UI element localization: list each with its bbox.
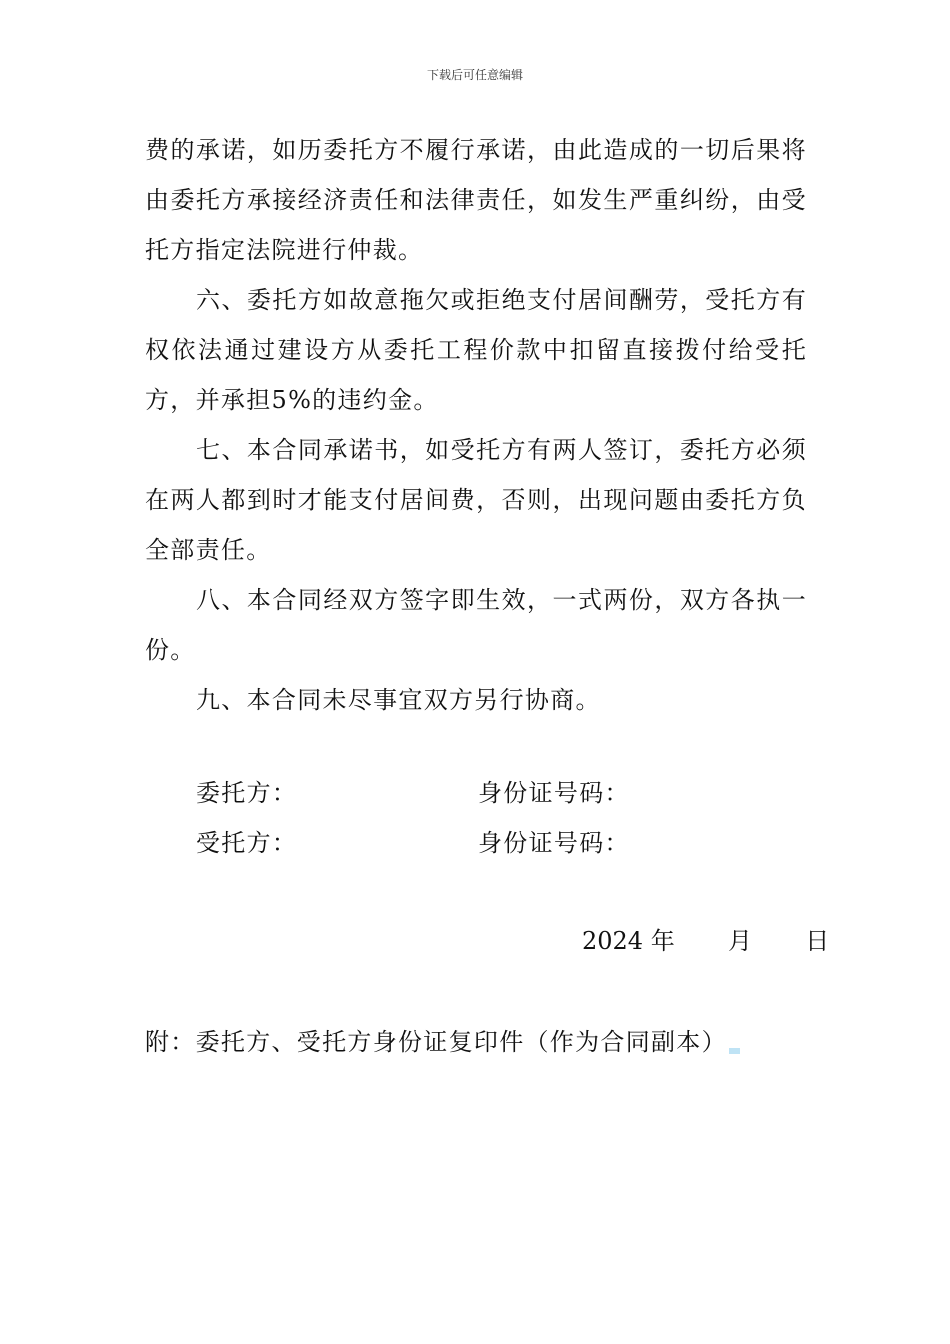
attachment-text: 附：委托方、受托方身份证复印件（作为合同副本）: [145, 1028, 727, 1056]
agent-label: 受托方：: [196, 829, 298, 857]
paragraph-clause-8: 八、本合同经双方签字即生效，一式两份，双方各执一份。: [145, 586, 807, 664]
date-year: 2024: [582, 927, 644, 955]
signature-row-client: [196, 768, 630, 818]
text-cursor-marker: [729, 1048, 740, 1054]
attachment-note: [145, 1017, 740, 1067]
paragraph-clause-9: 九、本合同未尽事宜双方另行协商。: [196, 686, 601, 714]
page-header-note: 下载后可任意编辑: [426, 68, 523, 82]
date-year-label: 年: [650, 927, 675, 955]
paragraph-clause-6: 六、委托方如故意拖欠或拒绝支付居间酬劳，受托方有权依法通过建设方从委托工程价款中扣留直接拨付给受托方，并承担5%的违约金。: [145, 286, 807, 414]
client-label: 委托方：: [196, 779, 298, 807]
client-id-label: 身份证号码：: [478, 779, 630, 807]
contract-body: [145, 125, 807, 725]
agent-id-label: 身份证号码：: [478, 829, 630, 857]
date-line: [582, 916, 829, 966]
date-day-label: 日: [805, 927, 830, 955]
paragraph-clause-7: 七、本合同承诺书，如受托方有两人签订，委托方必须在两人都到时才能支付居间费，否则，出现问题由委托方负全部责任。: [145, 436, 807, 564]
signature-row-agent: [196, 818, 630, 868]
date-month-label: 月: [728, 927, 752, 955]
paragraph-continuation: 费的承诺，如历委托方不履行承诺，由此造成的一切后果将由委托方承接经济责任和法律责任，如发生严重纠纷，由受托方指定法院进行仲裁。: [145, 136, 807, 264]
